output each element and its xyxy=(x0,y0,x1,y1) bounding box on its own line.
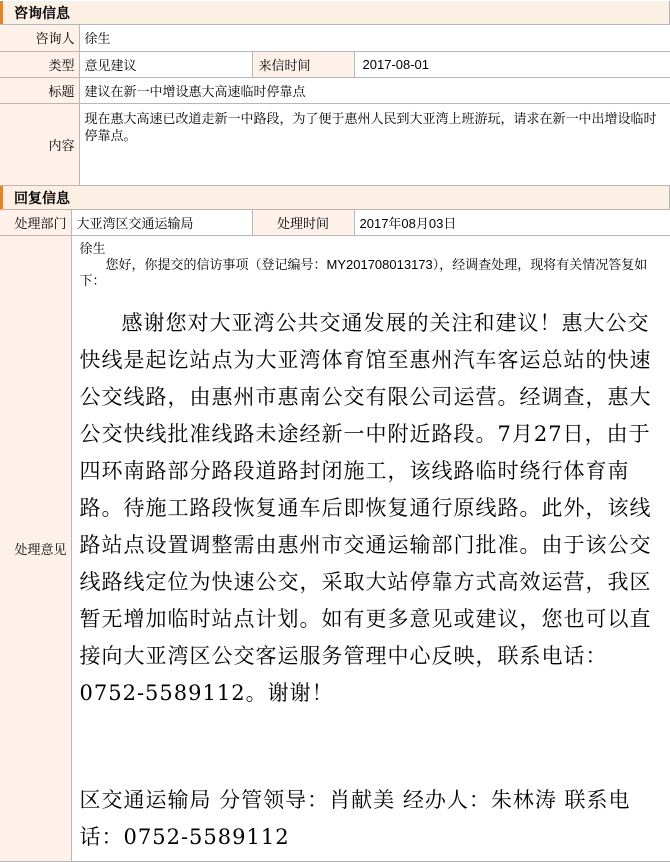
table-row xyxy=(0,25,670,51)
table-row xyxy=(0,103,670,185)
letter-date-label: 来信时间 xyxy=(252,51,354,77)
table-row xyxy=(0,77,670,103)
handle-date-label: 处理时间 xyxy=(252,210,354,236)
orange-accent-bar xyxy=(0,186,3,209)
type-value: 意见建议 xyxy=(79,51,252,77)
handle-date-value: 2017年08月03日 xyxy=(354,210,670,236)
opinion-value xyxy=(71,236,670,862)
letter-date-value: 2017-08-01 xyxy=(354,51,670,77)
opinion-signature: 区交通运输局 分管领导：肖献美 经办人：朱林涛 联系电话：0752-5589112 xyxy=(80,782,662,856)
opinion-content xyxy=(80,241,662,856)
department-value: 大亚湾区交通运输局 xyxy=(71,210,252,236)
subject-label: 标题 xyxy=(0,77,79,103)
consultant-value: 徐生 xyxy=(79,25,670,51)
content-label: 内容 xyxy=(0,103,79,185)
inquiry-section-header xyxy=(0,1,670,25)
opinion-body: 感谢您对大亚湾公共交通发展的关注和建议！惠大公交快线是起讫站点为大亚湾体育馆至惠州汽车客运总站的快速公交线路，由惠州市惠南公交有限公司运营。经调查，惠大公交快线批准线路未途经新一中附近路段。7月27日，由于四环南路部分路段道路封闭施工，该线路临时绕行体育南路。待施工路段恢复通车后即恢复通行原线路。此外，该线路站点设置调整需由惠州市交通运输部门批准。由于该公交线路线定位为快速公交，采取大站停靠方式高效运营，我区暂无增加临时站点计划。如有更多意见或建议，您也可以直接向大亚湾区公交客运服务管理中心反映，联系电话：0752-5589112。谢谢！ xyxy=(80,305,662,712)
type-label: 类型 xyxy=(0,51,79,77)
content-value: 现在惠大高速已改道走新一中路段，为了便于惠州人民到大亚湾上班游玩，请求在新一中出增设临时停靠点。 xyxy=(79,103,670,185)
table-row xyxy=(0,210,670,236)
inquiry-table xyxy=(0,25,670,186)
reply-table xyxy=(0,210,670,862)
opinion-intro: 您好，你提交的信访事项（登记编号：MY201708013173），经调查处理，现将有关情况答复如下： xyxy=(80,257,662,289)
orange-accent-bar xyxy=(0,1,3,24)
opinion-salutation: 徐生 xyxy=(80,241,662,257)
consultant-label: 咨询人 xyxy=(0,25,79,51)
table-row xyxy=(0,236,670,862)
inquiry-section-title: 咨询信息 xyxy=(14,5,70,21)
reply-section-title: 回复信息 xyxy=(14,190,70,206)
table-row xyxy=(0,51,670,77)
subject-value: 建议在新一中增设惠大高速临时停靠点 xyxy=(79,77,670,103)
opinion-label: 处理意见 xyxy=(0,236,71,862)
reply-section-header xyxy=(0,186,670,210)
department-label: 处理部门 xyxy=(0,210,71,236)
